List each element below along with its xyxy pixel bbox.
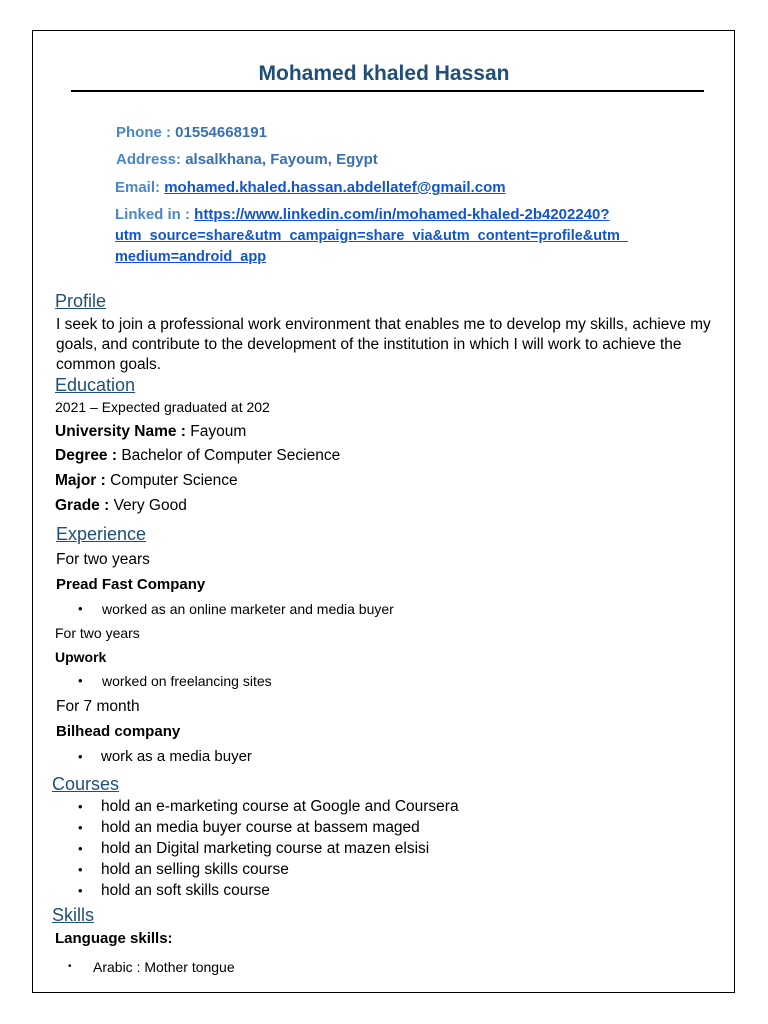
course-item: hold an Digital marketing course at mazen elsisi	[101, 840, 430, 857]
header-divider	[71, 90, 704, 92]
education-heading: Education	[55, 375, 136, 395]
job-company: Upwork	[55, 649, 107, 665]
linkedin-link-cont-1[interactable]: utm_source=share&utm_campaign=share_via&utm_content=profile&utm_	[115, 228, 628, 244]
bullet-icon: •	[78, 799, 83, 814]
bullet-icon: •	[78, 862, 83, 877]
phone-value: 01554668191	[175, 124, 267, 141]
grade-label: Grade :	[55, 497, 114, 514]
resume-name: Mohamed khaled Hassan	[258, 62, 510, 85]
profile-text: I seek to join a professional work environment that enables me to develop my skills, achieve my goals, and contribute to the development of the institution in which I will work to achieve the common goals.	[56, 316, 711, 373]
phone-label: Phone :	[116, 124, 176, 141]
address-label: Address:	[116, 151, 186, 168]
courses-heading: Courses	[52, 774, 120, 794]
degree-line	[55, 446, 340, 466]
job-task: work as a media buyer	[101, 748, 252, 765]
job-duration: For two years	[56, 551, 150, 568]
university-value: Fayoum	[190, 423, 247, 440]
email-label: Email:	[115, 179, 165, 196]
education-year: 2021 – Expected graduated at 202	[55, 399, 270, 415]
linkedin-link-cont-2[interactable]: medium=android_app	[115, 249, 267, 265]
university-line	[55, 422, 246, 442]
bullet-icon: •	[78, 749, 83, 764]
address-line	[116, 151, 378, 169]
job-company: Bilhead company	[56, 723, 181, 740]
degree-value: Bachelor of Computer Secience	[121, 447, 341, 464]
major-label: Major :	[55, 472, 111, 489]
language-skills-label: Language skills:	[55, 930, 173, 947]
profile-heading: Profile	[55, 291, 107, 311]
grade-line	[55, 496, 187, 516]
email-line	[115, 179, 506, 197]
linkedin-link[interactable]: https://www.linkedin.com/in/mohamed-khaled-2b4202240?	[194, 206, 610, 223]
email-link[interactable]: mohamed.khaled.hassan.abdellatef@gmail.com	[164, 179, 506, 196]
course-item: hold an soft skills course	[101, 882, 270, 899]
course-item: hold an media buyer course at bassem maged	[101, 819, 420, 836]
bullet-icon: •	[78, 673, 83, 688]
experience-heading: Experience	[56, 524, 147, 544]
course-item: hold an e-marketing course at Google and Coursera	[101, 798, 459, 815]
linkedin-line	[115, 206, 610, 224]
job-task: worked on freelancing sites	[102, 673, 272, 689]
language-item: Arabic : Mother tongue	[93, 959, 235, 975]
bullet-icon: •	[78, 601, 83, 616]
skills-heading: Skills	[52, 905, 95, 925]
address-value: alsalkhana, Fayoum, Egypt	[185, 151, 378, 168]
phone-line	[116, 124, 267, 142]
bullet-icon: •	[68, 961, 72, 972]
bullet-icon: •	[78, 841, 83, 856]
job-task: worked as an online marketer and media buyer	[102, 601, 394, 617]
job-company: Pread Fast Company	[56, 576, 206, 593]
bullet-icon: •	[78, 820, 83, 835]
degree-label: Degree :	[55, 447, 122, 464]
major-value: Computer Science	[110, 472, 238, 489]
university-label: University Name :	[55, 423, 191, 440]
job-duration: For two years	[55, 625, 140, 641]
linkedin-label: Linked in :	[115, 206, 195, 223]
course-item: hold an selling skills course	[101, 861, 289, 878]
job-duration: For 7 month	[56, 698, 140, 715]
major-line	[55, 471, 238, 491]
bullet-icon: •	[78, 883, 83, 898]
grade-value: Very Good	[113, 497, 187, 514]
